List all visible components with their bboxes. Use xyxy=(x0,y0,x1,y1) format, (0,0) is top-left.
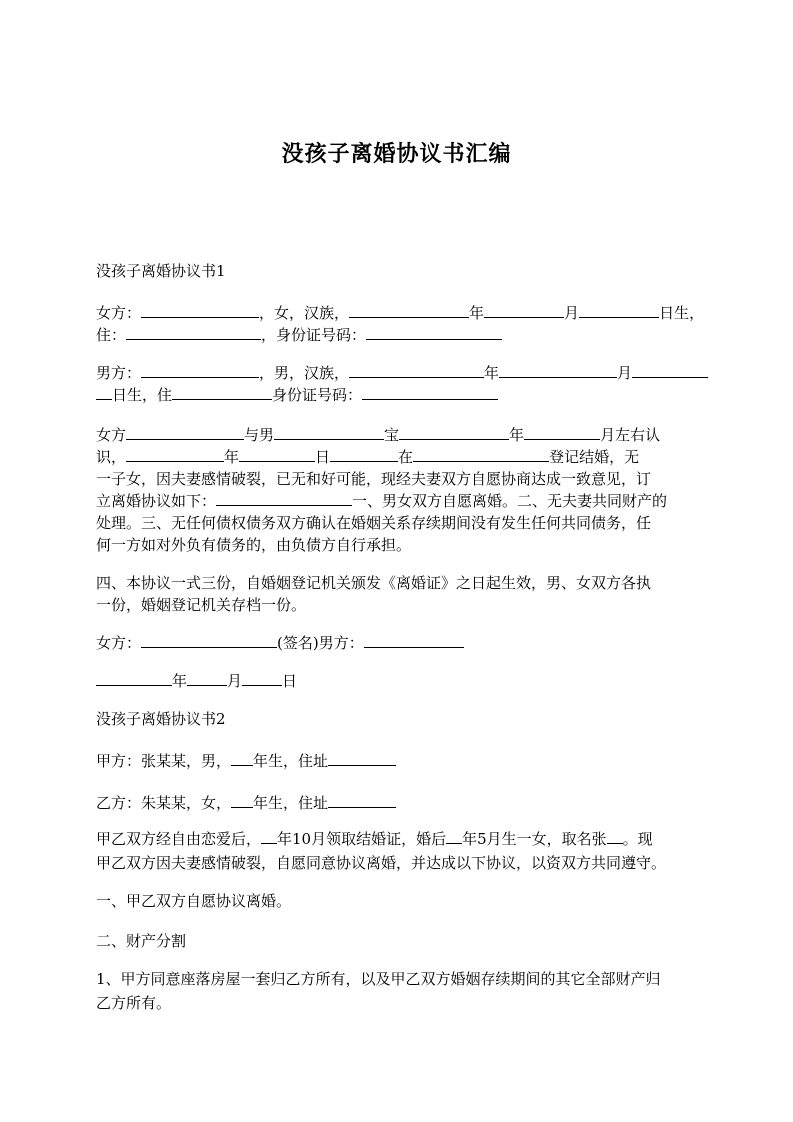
body-line: 甲乙双方经自由恋爱后， 年10月领取结婚证，婚后 年5月生一女，取名张 。现 xyxy=(96,830,653,848)
date-line: 年 月 日 xyxy=(96,670,297,692)
blank-field xyxy=(413,446,549,462)
blank-field xyxy=(126,424,244,440)
party-b-line: 乙方：朱某某，女， 年生，住址 xyxy=(96,792,396,814)
female-line: 女方： ，女，汉族， 年 月 日生， xyxy=(96,304,705,322)
blank-field xyxy=(242,670,282,686)
body-line: 甲乙双方因夫妻感情破裂，自愿同意协议离婚，并达成以下协议，以资双方共同遵守。 xyxy=(96,854,667,872)
body-line: 四、本协议一式三份，自婚姻登记机关颁发《离婚证》之日起生效，男、女双方各执 xyxy=(96,574,652,592)
body-line: 何一方如对外负有债务的，由负债方自行承担。 xyxy=(96,536,412,554)
blank-field xyxy=(261,828,277,844)
blank-field xyxy=(126,446,224,462)
blank-field xyxy=(141,632,277,648)
male-line: 男方： ，男，汉族， 年 月 xyxy=(96,362,708,384)
blank-field xyxy=(216,490,352,506)
body-line: 立离婚协议如下： 一、男女双方自愿离婚。二、无夫妻共同财产的 xyxy=(96,492,668,510)
blank-field xyxy=(187,670,227,686)
male-address-line: 日生，住 身份证号码： xyxy=(96,384,498,406)
blank-field xyxy=(607,828,623,844)
blank-field xyxy=(362,384,498,400)
blank-field xyxy=(524,424,600,440)
clause-1: 一、甲乙双方自愿协议离婚。 xyxy=(96,892,292,910)
section-2-heading: 没孩子离婚协议书2 xyxy=(96,710,226,728)
blank-field xyxy=(349,362,484,378)
blank-field xyxy=(484,302,564,318)
blank-field xyxy=(366,324,502,340)
body-line: 女方 与男 宝 年 月左右认 xyxy=(96,426,661,444)
document-title: 没孩子离婚协议书汇编 xyxy=(281,142,512,167)
blank-field xyxy=(274,424,384,440)
blank-field xyxy=(499,362,617,378)
blank-field xyxy=(239,446,315,462)
blank-field xyxy=(96,384,112,400)
female-address-line: 住： ，身份证号码： xyxy=(96,324,502,346)
body-line: 一份，婚姻登记机关存档一份。 xyxy=(96,596,307,614)
blank-field xyxy=(399,424,509,440)
blank-field xyxy=(328,792,396,808)
body-line: 处理。三、无任何债权债务双方确认在婚姻关系存续期间没有发生任何共同债务，任 xyxy=(96,514,652,532)
blank-field xyxy=(446,828,462,844)
clause-2: 二、财产分割 xyxy=(96,932,187,950)
blank-field xyxy=(96,670,172,686)
blank-field xyxy=(349,302,469,318)
blank-field xyxy=(126,324,261,340)
blank-field xyxy=(364,632,464,648)
blank-field xyxy=(172,384,272,400)
blank-field xyxy=(579,302,659,318)
clause-3-line: 乙方所有。 xyxy=(96,994,172,1012)
clause-3-line: 1、甲方同意座落房屋一套归乙方所有，以及甲乙双方婚姻存续期间的其它全部财产归 xyxy=(96,970,661,988)
blank-field xyxy=(141,362,259,378)
blank-field xyxy=(330,446,398,462)
blank-field xyxy=(231,792,253,808)
section-1-heading: 没孩子离婚协议书1 xyxy=(96,262,226,280)
blank-field xyxy=(141,302,259,318)
body-line: 一子女，因夫妻感情破裂，已无和好可能，现经夫妻双方自愿协商达成一致意见，订 xyxy=(96,470,652,488)
party-a-line: 甲方：张某某，男， 年生，住址 xyxy=(96,750,396,772)
signature-line: 女方： (签名)男方： xyxy=(96,632,464,654)
blank-field xyxy=(632,362,708,378)
blank-field xyxy=(231,750,253,766)
body-line: 识， 年 日 在 登记结婚，无 xyxy=(96,448,640,466)
blank-field xyxy=(328,750,396,766)
